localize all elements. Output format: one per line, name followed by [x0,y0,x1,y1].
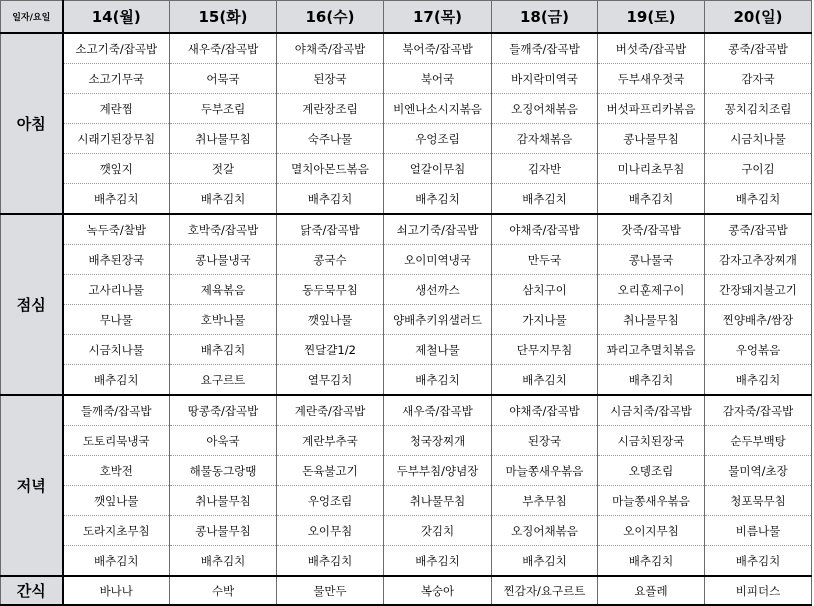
menu-item: 된장국 [492,426,598,456]
menu-item: 콩나물무침 [170,516,277,546]
day-header: 16(수) [277,1,384,34]
menu-item: 청포묵무침 [705,486,812,516]
menu-item: 오징어채볶음 [492,94,598,124]
menu-item: 제철나물 [384,335,492,365]
menu-item: 깻잎나물 [63,486,170,516]
menu-item: 배추김치 [705,184,812,215]
menu-item: 계란찜 [63,94,170,124]
menu-row [1,516,812,546]
menu-row [1,154,812,184]
menu-item: 새우죽/잡곡밥 [170,33,277,64]
menu-item: 고사리나물 [63,275,170,305]
menu-item: 도토리묵냉국 [63,426,170,456]
menu-item: 시금치나물 [63,335,170,365]
menu-item: 땅콩죽/잡곡밥 [170,395,277,426]
menu-item: 오이지무침 [598,516,705,546]
menu-body [1,33,812,605]
menu-item: 시금치나물 [705,124,812,154]
menu-item: 취나물무침 [170,124,277,154]
meal-label: 간식 [1,576,63,605]
menu-item: 순두부백탕 [705,426,812,456]
menu-item: 부추무침 [492,486,598,516]
menu-item: 돈육불고기 [277,456,384,486]
menu-item: 배추김치 [277,546,384,577]
menu-item: 배추김치 [63,365,170,396]
menu-item: 물미역/초장 [705,456,812,486]
menu-item: 동두묵무침 [277,275,384,305]
snack-item: 수박 [170,576,277,605]
menu-item: 요구르트 [170,365,277,396]
menu-item: 호박전 [63,456,170,486]
menu-item: 호박나물 [170,305,277,335]
menu-item: 가지나물 [492,305,598,335]
menu-item: 취나물무침 [384,486,492,516]
date-day-corner-header: 일자/요일 [1,1,63,34]
menu-item: 두부새우젓국 [598,64,705,94]
menu-item: 쇠고기죽/잡곡밥 [384,214,492,245]
menu-item: 배추김치 [705,546,812,577]
menu-item: 청국장찌개 [384,426,492,456]
menu-item: 소고기죽/잡곡밥 [63,33,170,64]
menu-item: 오이미역냉국 [384,245,492,275]
menu-item: 배추김치 [384,546,492,577]
snack-item: 바나나 [63,576,170,605]
menu-item: 녹두죽/찰밥 [63,214,170,245]
menu-item: 미나리초무침 [598,154,705,184]
menu-item: 콩국수 [277,245,384,275]
menu-item: 오리훈제구이 [598,275,705,305]
menu-row [1,275,812,305]
menu-item: 비름나물 [705,516,812,546]
menu-item: 감자채볶음 [492,124,598,154]
menu-item: 바지락미역국 [492,64,598,94]
menu-row [1,546,812,577]
menu-row [1,305,812,335]
menu-item: 배추김치 [277,184,384,215]
menu-row [1,214,812,245]
menu-item: 배추김치 [598,184,705,215]
menu-row [1,184,812,215]
menu-row [1,456,812,486]
menu-item: 비엔나소시지볶음 [384,94,492,124]
menu-row [1,335,812,365]
menu-item: 감자죽/잡곡밥 [705,395,812,426]
menu-item: 꽁치김치조림 [705,94,812,124]
menu-item: 우엉조림 [384,124,492,154]
menu-item: 멸치아몬드볶음 [277,154,384,184]
menu-item: 시래기된장무침 [63,124,170,154]
menu-item: 닭죽/잡곡밥 [277,214,384,245]
menu-item: 감자국 [705,64,812,94]
menu-item: 김자반 [492,154,598,184]
menu-item: 갓김치 [384,516,492,546]
meal-label: 아침 [1,33,63,214]
menu-row [1,245,812,275]
snack-item: 찐감자/요구르트 [492,576,598,605]
menu-item: 얼갈이무침 [384,154,492,184]
menu-item: 꽈리고추멸치볶음 [598,335,705,365]
menu-item: 숙주나물 [277,124,384,154]
day-header: 15(화) [170,1,277,34]
menu-item: 오징어채볶음 [492,516,598,546]
menu-item: 젓갈 [170,154,277,184]
menu-item: 호박죽/잡곡밥 [170,214,277,245]
menu-item: 배추김치 [170,335,277,365]
menu-item: 콩나물국 [598,245,705,275]
snack-item: 복숭아 [384,576,492,605]
meal-label: 저녁 [1,395,63,576]
menu-item: 양배추키위샐러드 [384,305,492,335]
menu-item: 어묵국 [170,64,277,94]
menu-item: 배추김치 [705,365,812,396]
menu-item: 북어죽/잡곡밥 [384,33,492,64]
menu-item: 야채죽/잡곡밥 [277,33,384,64]
menu-item: 콩나물무침 [598,124,705,154]
menu-item: 배추김치 [598,546,705,577]
menu-item: 배추김치 [492,546,598,577]
menu-item: 새우죽/잡곡밥 [384,395,492,426]
menu-item: 아욱국 [170,426,277,456]
menu-item: 배추김치 [170,546,277,577]
menu-item: 취나물무침 [598,305,705,335]
menu-row [1,426,812,456]
day-header: 18(금) [492,1,598,34]
menu-item: 콩나물냉국 [170,245,277,275]
menu-item: 콩죽/잡곡밥 [705,214,812,245]
snack-row [1,576,812,605]
menu-item: 두부부침/양념장 [384,456,492,486]
menu-item: 감자고추장찌개 [705,245,812,275]
menu-item: 찐양배추/쌈장 [705,305,812,335]
menu-item: 취나물무침 [170,486,277,516]
menu-item: 배추김치 [63,184,170,215]
menu-item: 만두국 [492,245,598,275]
menu-item: 두부조림 [170,94,277,124]
menu-item: 들깨죽/잡곡밥 [63,395,170,426]
menu-row [1,94,812,124]
menu-row [1,486,812,516]
menu-item: 배추김치 [598,365,705,396]
menu-item: 마늘쫑새우볶음 [492,456,598,486]
snack-item: 요플레 [598,576,705,605]
menu-item: 시금치된장국 [598,426,705,456]
menu-item: 버섯파프리카볶음 [598,94,705,124]
menu-item: 배추김치 [170,184,277,215]
menu-item: 들깨죽/잡곡밥 [492,33,598,64]
menu-item: 계란부추국 [277,426,384,456]
menu-item: 배추김치 [492,184,598,215]
header-row [1,1,812,34]
menu-item: 깻잎지 [63,154,170,184]
menu-item: 우엉볶음 [705,335,812,365]
menu-item: 구이김 [705,154,812,184]
day-header: 17(목) [384,1,492,34]
menu-item: 찐달걀1/2 [277,335,384,365]
menu-item: 단무지무침 [492,335,598,365]
menu-row [1,395,812,426]
menu-item: 배추김치 [384,365,492,396]
menu-item: 야채죽/잡곡밥 [492,214,598,245]
menu-item: 오이무침 [277,516,384,546]
menu-item: 배추된장국 [63,245,170,275]
day-header: 14(월) [63,1,170,34]
menu-item: 간장돼지불고기 [705,275,812,305]
day-header: 20(일) [705,1,812,34]
menu-item: 계란죽/잡곡밥 [277,395,384,426]
menu-item: 깻잎나물 [277,305,384,335]
menu-item: 계란장조림 [277,94,384,124]
menu-item: 배추김치 [384,184,492,215]
menu-row [1,365,812,396]
menu-item: 잣죽/잡곡밥 [598,214,705,245]
menu-item: 생선까스 [384,275,492,305]
menu-item: 무나물 [63,305,170,335]
menu-item: 도라지초무침 [63,516,170,546]
snack-item: 물만두 [277,576,384,605]
day-header: 19(토) [598,1,705,34]
menu-item: 소고기무국 [63,64,170,94]
meal-label: 점심 [1,214,63,395]
menu-item: 배추김치 [492,365,598,396]
menu-item: 야채죽/잡곡밥 [492,395,598,426]
menu-item: 마늘쫑새우볶음 [598,486,705,516]
menu-item: 제육볶음 [170,275,277,305]
menu-item: 해물동그랑땡 [170,456,277,486]
menu-row [1,124,812,154]
menu-item: 콩죽/잡곡밥 [705,33,812,64]
menu-item: 북어국 [384,64,492,94]
menu-item: 된장국 [277,64,384,94]
menu-item: 삼치구이 [492,275,598,305]
menu-item: 열무김치 [277,365,384,396]
menu-row [1,64,812,94]
menu-row [1,33,812,64]
menu-item: 우엉조림 [277,486,384,516]
menu-item: 버섯죽/잡곡밥 [598,33,705,64]
snack-item: 비피더스 [705,576,812,605]
menu-item: 배추김치 [63,546,170,577]
menu-item: 오뎅조림 [598,456,705,486]
menu-item: 시금치죽/잡곡밥 [598,395,705,426]
